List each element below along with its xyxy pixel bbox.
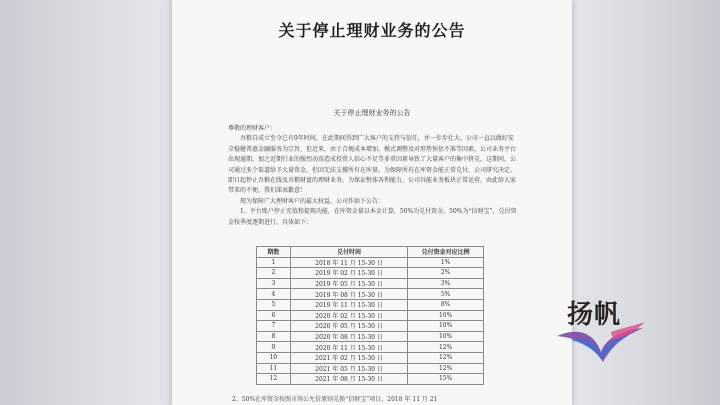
header-payment-time: 兑付时间	[290, 247, 407, 258]
table-row	[257, 352, 484, 363]
footer-paragraph: 2、50%在库资金按照市场公允价原则兑换“信财宝”项目，2018 年 11 月 21	[232, 396, 438, 403]
paragraph-1: 吾粮自成立至今已有9年时间，在此期间得到广大客户的支持与信任，并一步步壮大。公司一直以做好安全稳健普惠金融服务为宗旨，但近来，由于合规成本增加，模式调整及对形势预估不准等因素，公司业务平台出现逾期，加之近期行业的强烈动荡造成投资人信心不足等多重因素导致了大量客户的集中挤兑，这期间，公司通过多个渠道给予大量资金，但因无法支撑所有在库量，为保障所有在库资金能正常兑付，公司研究决定，即日起停止吾粮在线及吾粮财富的理财业务，为保证整体各利能力，公司具能业务板块正常运营，由此给大家带来的不便，我们深表歉意！	[228, 135, 517, 195]
repayment-schedule-table	[256, 246, 484, 385]
cell-period: 2	[257, 268, 291, 279]
cell-period: 5	[257, 299, 291, 310]
table-row	[257, 374, 484, 385]
cell-payment-time: 2020 年 08 月 15-30 日	[290, 331, 407, 342]
logo-text: 扬帆	[567, 300, 622, 330]
cell-period: 8	[257, 331, 291, 342]
cell-period: 11	[257, 363, 291, 374]
cell-period: 3	[257, 278, 291, 289]
header-period: 期数	[257, 247, 291, 258]
cell-period: 7	[257, 321, 291, 332]
table-row	[257, 289, 484, 300]
cell-payment-time: 2021 年 02 月 15-30 日	[290, 352, 407, 363]
cell-ratio: 1%	[408, 257, 484, 268]
table-row	[257, 278, 484, 289]
salutation: 尊敬的理财客户：	[228, 125, 277, 132]
table-row	[257, 310, 484, 321]
cell-payment-time: 2019 年 08 月 15-30 日	[290, 289, 407, 300]
cell-ratio: 12%	[408, 352, 484, 363]
cell-ratio: 10%	[408, 310, 484, 321]
cell-payment-time: 2021 年 05 月 15-30 日	[290, 363, 407, 374]
cell-payment-time: 2021 年 08 月 15-30 日	[290, 374, 407, 385]
cell-payment-time: 2020 年 05 月 15-30 日	[290, 321, 407, 332]
table-row	[257, 299, 484, 310]
cell-payment-time: 2019 年 05 月 15-30 日	[290, 278, 407, 289]
cell-ratio: 10%	[408, 331, 484, 342]
cell-ratio: 10%	[408, 321, 484, 332]
cell-ratio: 12%	[408, 363, 484, 374]
cell-period: 10	[257, 352, 291, 363]
cell-payment-time: 2020 年 11 月 15-30 日	[290, 342, 407, 353]
header-ratio: 兑付资金对应比例	[408, 247, 484, 258]
background-left-panel	[0, 0, 160, 405]
table-row	[257, 268, 484, 279]
cell-payment-time: 2019 年 02 月 15-30 日	[290, 268, 407, 279]
cell-ratio: 3%	[408, 278, 484, 289]
cell-period: 4	[257, 289, 291, 300]
cell-payment-time: 2019 年 11 月 15-30 日	[290, 299, 407, 310]
cell-payment-time: 2018 年 11 月 15-30 日	[290, 257, 407, 268]
cell-ratio: 2%	[408, 268, 484, 279]
table-header-row	[257, 247, 484, 258]
document-body	[228, 124, 518, 228]
table-row	[257, 257, 484, 268]
table-row	[257, 331, 484, 342]
table-row	[257, 342, 484, 353]
cell-period: 6	[257, 310, 291, 321]
document-headline: 关于停止理财业务的公告	[278, 21, 466, 40]
cell-payment-time: 2020 年 02 月 15-30 日	[290, 310, 407, 321]
cell-ratio: 8%	[408, 299, 484, 310]
paragraph-2: 现为保障广大理财客户的最大权益，公司作如下公告：	[240, 197, 385, 205]
cell-ratio: 5%	[408, 289, 484, 300]
cell-ratio: 12%	[408, 342, 484, 353]
channel-logo	[553, 292, 649, 364]
cell-period: 12	[257, 374, 291, 385]
paragraph-3: 1、平台账户停止充值和提现功能，在库资金量以本金计算，50%为兑付资金，50%为“信财宝”，兑付资金按季度逐期进行，具体如下：	[228, 208, 517, 226]
cell-ratio: 15%	[408, 374, 484, 385]
cell-period: 9	[257, 342, 291, 353]
cell-period: 1	[257, 257, 291, 268]
table-row	[257, 321, 484, 332]
table-row	[257, 363, 484, 374]
document-title: 关于停止理财业务的公告	[333, 109, 411, 117]
document-page	[172, 0, 572, 405]
